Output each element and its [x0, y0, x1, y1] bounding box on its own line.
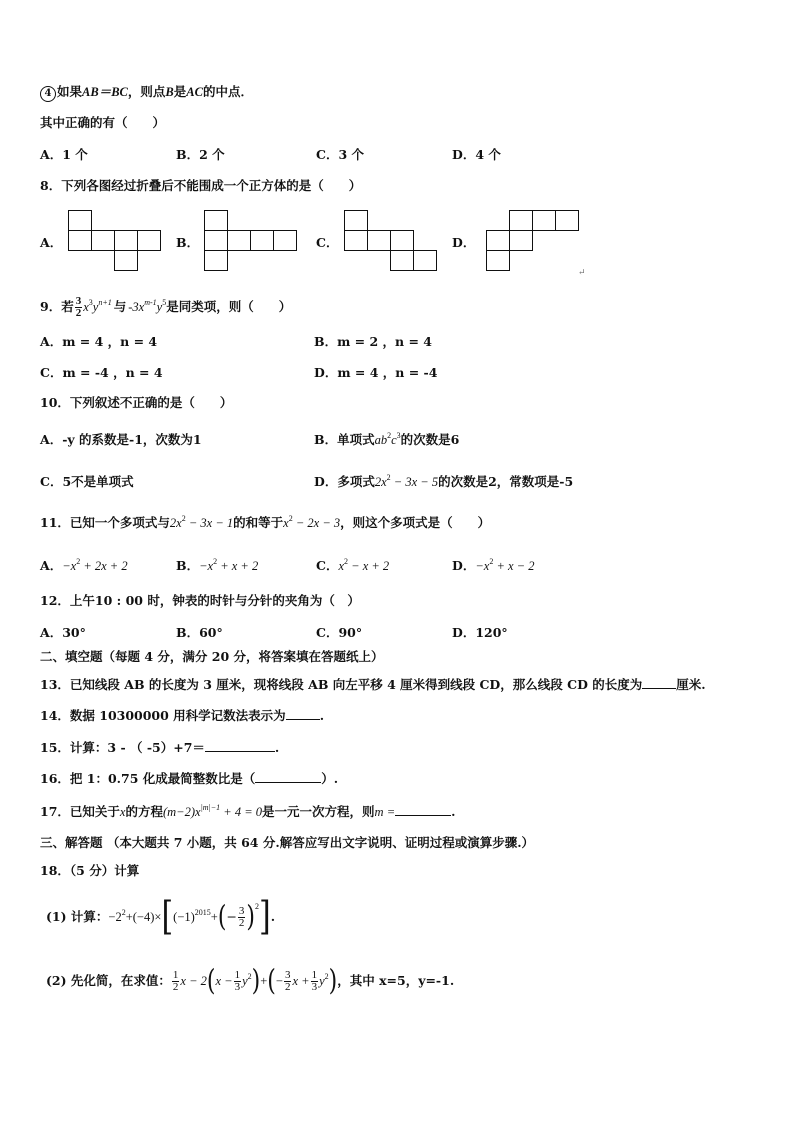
- q14: 14．数据 10300000 用科学记数法表示为 .: [40, 708, 325, 723]
- q10-option-a: A．-y 的系数是-1，次数为1: [40, 432, 202, 447]
- q11-option-a: A．$-x^2 + 2x + 2$: [40, 557, 128, 573]
- fraction: $\frac{3}{2}$: [75, 295, 82, 319]
- fraction: $\frac{3}{2}$: [238, 905, 245, 929]
- q10-option-c: C．5不是单项式: [40, 474, 134, 489]
- q10-option-b: B．单项式$ab^2c^3$的次数是6: [314, 431, 460, 447]
- q18-part-2: (2) 先化简，在求值： $\frac{1}{2}$ x − 2(x − $\frac{1}{3}$ $y^2)+(-$ $\frac{3}{2}$ x + $\frac{1}{3}$ $y^2$)，其中 x=5，y=-1.: [46, 964, 455, 998]
- q12-option-c: C．90°: [316, 625, 363, 640]
- answer-blank: [205, 739, 275, 752]
- q11-stem: 11．已知一个多项式与$2x^2 - 3x - 1$的和等于$x^2 - 2x - 3$，则这个多项式是（ ）: [40, 514, 491, 530]
- q9-option-a: A．m = 4 ，n = 4: [40, 334, 158, 349]
- right-bracket: ]: [259, 894, 271, 940]
- answer-blank: [642, 676, 676, 689]
- q8-label-a: A．: [40, 235, 63, 250]
- q7-item-4: 4 如果AB＝BC，则点B是AC的中点．: [40, 83, 253, 102]
- answer-blank: [395, 803, 451, 816]
- fraction: $\frac{3}{2}$: [284, 969, 291, 993]
- q10-stem: 10．下列叙述不正确的是（ ）: [40, 395, 233, 410]
- q12-option-a: A．30°: [40, 625, 86, 640]
- q7-option-c: C．3 个: [316, 147, 364, 162]
- q11-option-b: B．$-x^2 + x + 2$: [176, 557, 259, 573]
- fraction: $\frac{1}{3}$: [311, 969, 318, 993]
- q8-stem: 8．下列各图经过折叠后不能围成一个正方体的是（ ）: [40, 178, 362, 193]
- q9-option-d: D．m = 4 ，n = -4: [314, 365, 438, 380]
- q11-option-d: D．$-x^2 + x - 2$: [452, 557, 535, 573]
- left-bracket: [: [161, 894, 174, 940]
- q16: 16．把 1：0.75 化成最简整数比是（ ）.: [40, 771, 339, 786]
- q9-option-b: B．m = 2 ，n = 4: [314, 334, 432, 349]
- circled-number: 4: [40, 86, 56, 102]
- section-2-heading: 二、填空题（每题 4 分，满分 20 分，将答案填在答题纸上）: [40, 649, 384, 664]
- return-mark: ↵: [578, 268, 586, 278]
- q9-option-c: C．m = -4 ，n = 4: [40, 365, 163, 380]
- q12-option-d: D．120°: [452, 625, 508, 640]
- section-3-heading: 三、解答题 （本大题共 7 小题，共 64 分.解答应写出文字说明、证明过程或演算步骤.）: [40, 835, 535, 850]
- q15: 15．计算：3 - （ -5）+7＝ .: [40, 740, 280, 755]
- q7-stem: 其中正确的有（ ）: [40, 115, 166, 130]
- q18-stem: 18．（5 分）计算: [40, 863, 140, 878]
- q10-option-d: D．多项式$2x^2 - 3x - 5$的次数是2，常数项是-5: [314, 473, 574, 489]
- q7-option-a: A．1 个: [40, 147, 88, 162]
- q18-part-1: (1) 计算：$-2^2+(-4)\times[(-1)^{2015}+(-$ $\frac{3}{2}$ )$^2$].: [46, 894, 276, 940]
- q7-option-b: B．2 个: [176, 147, 225, 162]
- q9-stem: 9．若 $\frac{3}{2}$ $x^3y^{n+1}$ 与 $-3x^{m-1}y^5$是同类项，则（ ）: [40, 295, 292, 319]
- q7-option-d: D．4 个: [452, 147, 501, 162]
- answer-blank: [286, 707, 320, 720]
- q17: 17．已知关于x的方程$(m-2)x^{|m|-1} + 4 = 0$是一元一次方程，则m = .: [40, 803, 456, 819]
- q11-option-c: C．$x^2 - x + 2$: [316, 557, 390, 573]
- q8-label-d: D．: [452, 235, 476, 250]
- q12-option-b: B．60°: [176, 625, 223, 640]
- q13: 13．已知线段 AB 的长度为 3 厘米，现将线段 AB 向左平移 4 厘米得到线段 CD，那么线段 CD 的长度为 厘米.: [40, 677, 706, 692]
- q12-stem: 12．上午10 : 00 时，钟表的时针与分针的夹角为（ ）: [40, 593, 360, 608]
- q8-label-c: C．: [316, 235, 339, 250]
- answer-blank: [255, 770, 321, 783]
- fraction: $\frac{1}{3}$: [234, 969, 241, 993]
- fraction: $\frac{1}{2}$: [172, 969, 179, 993]
- q8-label-b: B．: [176, 235, 200, 250]
